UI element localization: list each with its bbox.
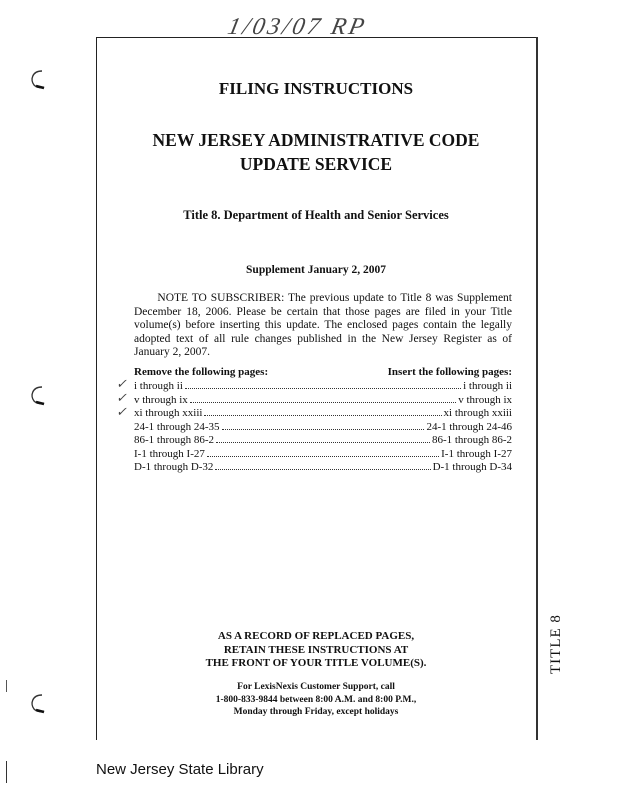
page-title: FILING INSTRUCTIONS xyxy=(218,79,414,98)
pages-list xyxy=(134,380,512,475)
supplement-heading: Supplement January 2, 2007 xyxy=(246,264,386,276)
record-instructions xyxy=(96,630,536,671)
list-item: I-1 through I-27 I-1 through I-27 xyxy=(134,447,512,460)
list-item: v through ix v through ix xyxy=(134,393,512,406)
code-title-line2: UPDATE SERVICE xyxy=(239,154,393,174)
check-mark-icon: ✓ xyxy=(116,390,127,405)
check-mark-icon: ✓ xyxy=(116,376,127,391)
list-item: D-1 through D-32 D-1 through D-34 xyxy=(134,461,512,473)
record-line1: AS A RECORD OF REPLACED PAGES, xyxy=(217,630,415,642)
list-item: xi through xxiii xi through xxiii xyxy=(134,407,512,419)
record-line2: RETAIN THESE INSTRUCTIONS AT xyxy=(223,643,409,656)
code-title-line1: NEW JERSEY ADMINISTRATIVE CODE xyxy=(152,130,480,150)
subscriber-note-text: NOTE TO SUBSCRIBER: The previous update to Title 8 was Supplement December 18, 2006. Please be certain that those pages are filed in your Title volume(s) before inserting this update. The enclosed pages contain the legally adopted text of all rule changes published in the New Jersey Register as of January 2, 2007. xyxy=(134,292,512,358)
record-line3: THE FRONT OF YOUR TITLE VOLUME(S). xyxy=(205,657,427,669)
support-line3: Monday through Friday, except holidays xyxy=(233,707,399,717)
pages-list-header xyxy=(134,366,512,378)
handwritten-date-note: 1/03/07 RP xyxy=(225,14,370,40)
support-line1: For LexisNexis Customer Support, call xyxy=(237,682,395,692)
library-footer: New Jersey State Library xyxy=(96,761,264,778)
title-tab-label: TITLE 8 xyxy=(548,614,564,674)
subscriber-note xyxy=(134,292,512,360)
check-mark-icon: ✓ xyxy=(116,404,127,419)
code-title xyxy=(96,128,536,176)
binder-hole-icon xyxy=(28,68,48,90)
margin-mark xyxy=(6,680,7,692)
tab-divider-line xyxy=(536,37,538,740)
insert-header: Insert the following pages: xyxy=(387,366,512,378)
remove-header: Remove the following pages: xyxy=(134,366,269,378)
list-item: 86-1 through 86-2 86-1 through 86-2 xyxy=(134,434,512,446)
list-item: 24-1 through 24-35 24-1 through 24-46 xyxy=(134,420,512,433)
binder-hole-icon xyxy=(28,692,48,714)
support-line2: 1-800-833-9844 between 8:00 A.M. and 8:00 P.M., xyxy=(215,694,417,705)
binder-hole-icon xyxy=(28,384,48,406)
margin-bar xyxy=(6,761,7,783)
list-item: i through ii i through ii xyxy=(134,380,512,392)
customer-support xyxy=(96,681,536,719)
subject-heading: Title 8. Department of Health and Senior Services xyxy=(183,208,449,222)
